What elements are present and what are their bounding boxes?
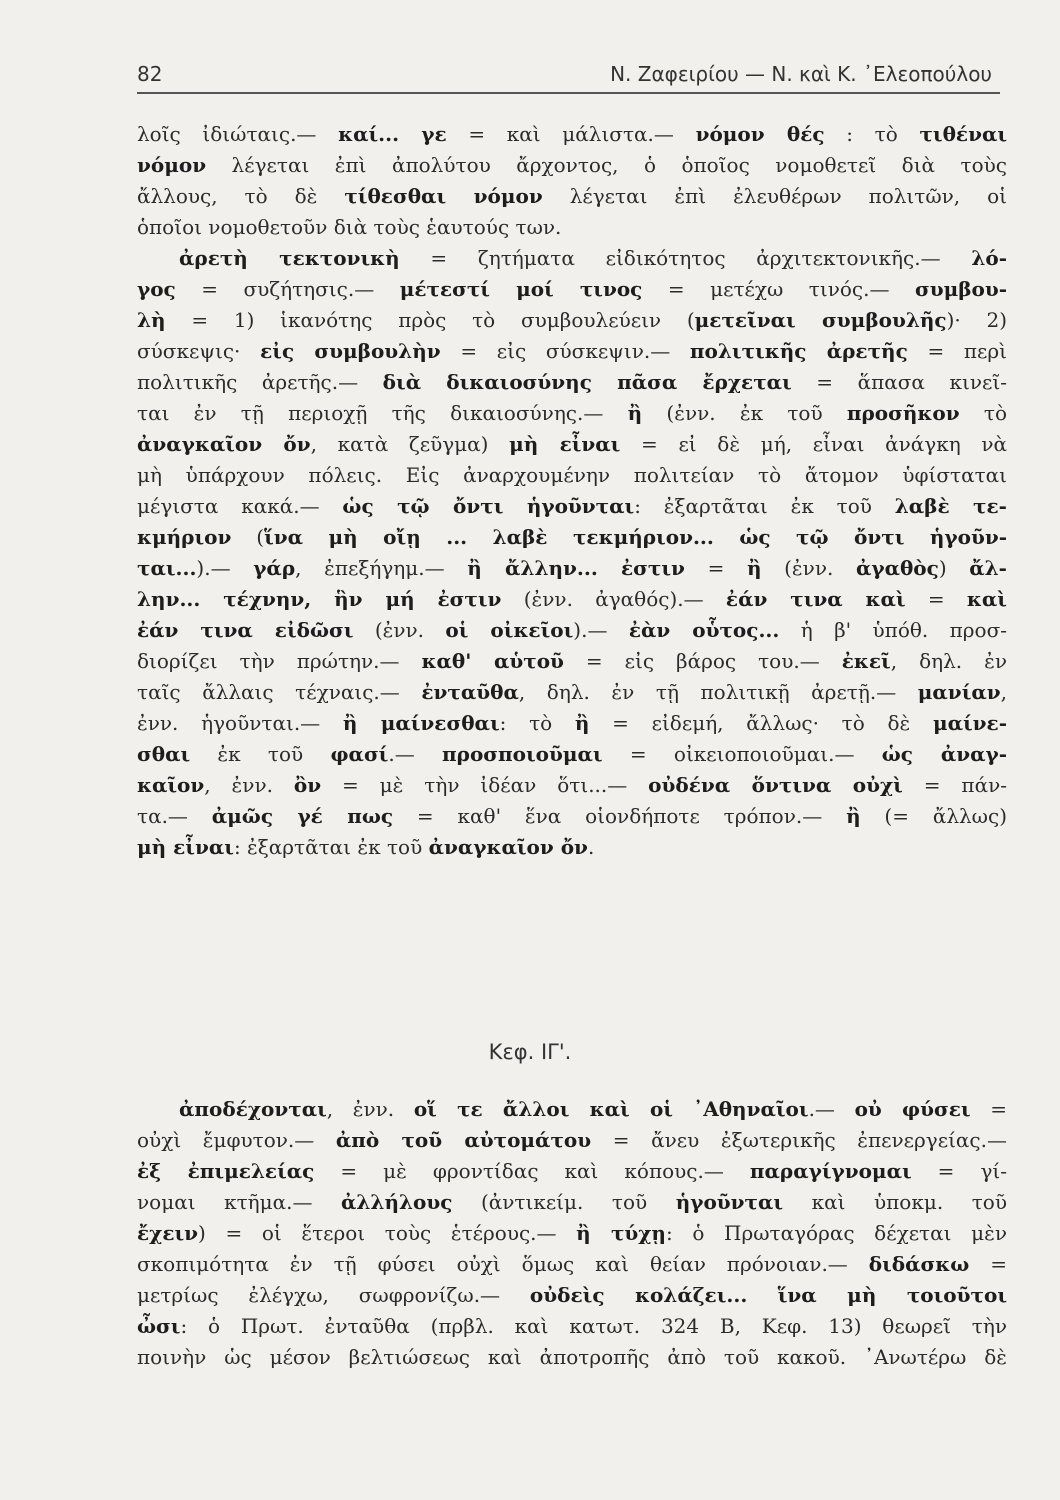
text-line: γος = συζήτησις.— μέτεστί μοί τινος = μετέχω τινός.— συμβου- xyxy=(137,277,1007,301)
page-number: 82 xyxy=(137,62,163,86)
text-line: λην... τέχνην, ἣν μή ἐστιν (ἐνν. ἀγαθός).— ἐάν τινα καὶ = καὶ xyxy=(137,587,1007,611)
text-line: ἔχειν) = οἱ ἕτεροι τοὺς ἑτέρους.— ἢ τύχῃ: ὁ Πρωταγόρας δέχεται μὲν xyxy=(137,1221,1007,1245)
text-line: ἀναγκαῖον ὄν, κατὰ ζεῦγμα) μὴ εἶναι = εἰ δὲ μή, εἶναι ἀνάγκη νὰ xyxy=(137,432,1007,456)
text-line: οὐχὶ ἔμφυτον.— ἀπὸ τοῦ αὐτομάτου = ἄνευ ἐξωτερικῆς ἐπενεργείας.— xyxy=(137,1128,1007,1152)
text-line: νομαι κτῆμα.— ἀλλήλους (ἀντικείμ. τοῦ ἡγοῦνται καὶ ὑποκμ. τοῦ xyxy=(137,1190,1007,1214)
text-line: κμήριον (ἵνα μὴ οἴῃ ... λαβὲ τεκμήριον... ὡς τῷ ὄντι ἡγοῦν- xyxy=(137,525,1007,549)
commentary-block-2 xyxy=(137,1094,1007,1373)
text-line: ται...).— γάρ, ἐπεξήγημ.— ἢ ἄλλην... ἐστιν = ἢ (ἐνν. ἀγαθὸς) ἄλ- xyxy=(137,556,1007,580)
text-line: μὴ εἶναι: ἐξαρτᾶται ἐκ τοῦ ἀναγκαῖον ὄν. xyxy=(137,835,595,859)
text-line: ὁποῖοι νομοθετοῦν διὰ τοὺς ἑαυτούς των. xyxy=(137,215,562,239)
text-line: σύσκεψις· εἰς συμβουλὴν = εἰς σύσκεψιν.— πολιτικῆς ἀρετῆς = περὶ xyxy=(137,339,1007,363)
text-line: πολιτικῆς ἀρετῆς.— διὰ δικαιοσύνης πᾶσα ἔρχεται = ἅπασα κινεῖ- xyxy=(137,370,1007,394)
text-line: νόμον λέγεται ἐπὶ ἀπολύτου ἄρχοντος, ὁ ὁποῖος νομοθετεῖ διὰ τοὺς xyxy=(137,153,1007,177)
running-head: Ν. Ζαφειρίου — Ν. καὶ Κ. ᾿Ελεοπούλου xyxy=(610,62,992,86)
text-line: ταῖς ἄλλαις τέχναις.— ἐνταῦθα, δηλ. ἐν τῇ πολιτικῇ ἀρετῇ.— μανίαν, xyxy=(137,680,1007,704)
text-line: μετρίως ἐλέγχω, σωφρονίζω.— οὐδεὶς κολάζει... ἵνα μὴ τοιοῦτοι xyxy=(137,1283,1007,1307)
text-line: μὴ ὑπάρχουν πόλεις. Εἰς ἀναρχουμένην πολιτείαν τὸ ἄτομον ὑφίσταται xyxy=(137,463,1007,487)
text-line: λοῖς ἰδιώταις.— καί... γε = καὶ μάλιστα.— νόμον θές : τὸ τιθέναι xyxy=(137,122,1007,146)
text-line: καῖον, ἐνν. ὂν = μὲ τὴν ἰδέαν ὅτι...— οὐδένα ὅντινα οὐχὶ = πάν- xyxy=(137,773,1007,797)
text-line: λὴ = 1) ἱκανότης πρὸς τὸ συμβουλεύειν (μετεῖναι συμβουλῆς)· 2) xyxy=(137,308,1007,332)
page-header xyxy=(137,56,1000,94)
text-line: ποινὴν ὡς μέσον βελτιώσεως καὶ ἀποτροπῆς ἀπὸ τοῦ κακοῦ. ᾿Ανωτέρω δὲ xyxy=(137,1345,1007,1369)
chapter-heading: Κεφ. ΙΓ'. xyxy=(488,1040,572,1064)
commentary-block-1 xyxy=(137,119,1007,863)
text-line: ὦσι: ὁ Πρωτ. ἐνταῦθα (πρβλ. καὶ κατωτ. 324 Β, Κεφ. 13) θεωρεῖ τὴν xyxy=(137,1314,1007,1338)
text-line: σθαι ἐκ τοῦ φασί.— προσποιοῦμαι = οἰκειοποιοῦμαι.— ὡς ἀναγ- xyxy=(137,742,1007,766)
text-line: ἐνν. ἡγοῦνται.— ἢ μαίνεσθαι: τὸ ἢ = εἰδεμή, ἄλλως· τὸ δὲ μαίνε- xyxy=(137,711,1007,735)
text-line: μέγιστα κακά.— ὡς τῷ ὄντι ἡγοῦνται: ἐξαρτᾶται ἐκ τοῦ λαβὲ τε- xyxy=(137,494,1007,518)
text-line: τα.— ἀμῶς γέ πως = καθ' ἕνα οἱονδήποτε τρόπον.— ἢ (= ἄλλως) xyxy=(137,804,1007,828)
text-line: σκοπιμότητα ἐν τῇ φύσει οὐχὶ ὅμως καὶ θείαν πρόνοιαν.— διδάσκω = xyxy=(137,1252,1007,1276)
text-line: ἐξ ἐπιμελείας = μὲ φροντίδας καὶ κόπους.— παραγίγνομαι = γί- xyxy=(137,1159,1007,1183)
text-line: διορίζει τὴν πρώτην.— καθ' αὑτοῦ = εἰς βάρος του.— ἐκεῖ, δηλ. ἐν xyxy=(137,649,1007,673)
text-line: ται ἐν τῇ περιοχῇ τῆς δικαιοσύνης.— ἢ (ἐνν. ἐκ τοῦ προσῆκον τὸ xyxy=(137,401,1007,425)
text-line: ἀρετὴ τεκτονικὴ = ζητήματα εἰδικότητος ἀρχιτεκτονικῆς.— λό- xyxy=(179,246,1007,270)
text-line: ἀποδέχονται, ἐνν. οἵ τε ἄλλοι καὶ οἱ ᾿Αθηναῖοι.— οὐ φύσει = xyxy=(179,1097,1007,1121)
text-line: ἐάν τινα εἰδῶσι (ἐνν. οἱ οἰκεῖοι).— ἐὰν οὗτος... ἡ β' ὑπόθ. προσ- xyxy=(137,618,1007,642)
text-line: ἄλλους, τὸ δὲ τίθεσθαι νόμον λέγεται ἐπὶ ἐλευθέρων πολιτῶν, οἱ xyxy=(137,184,1007,208)
